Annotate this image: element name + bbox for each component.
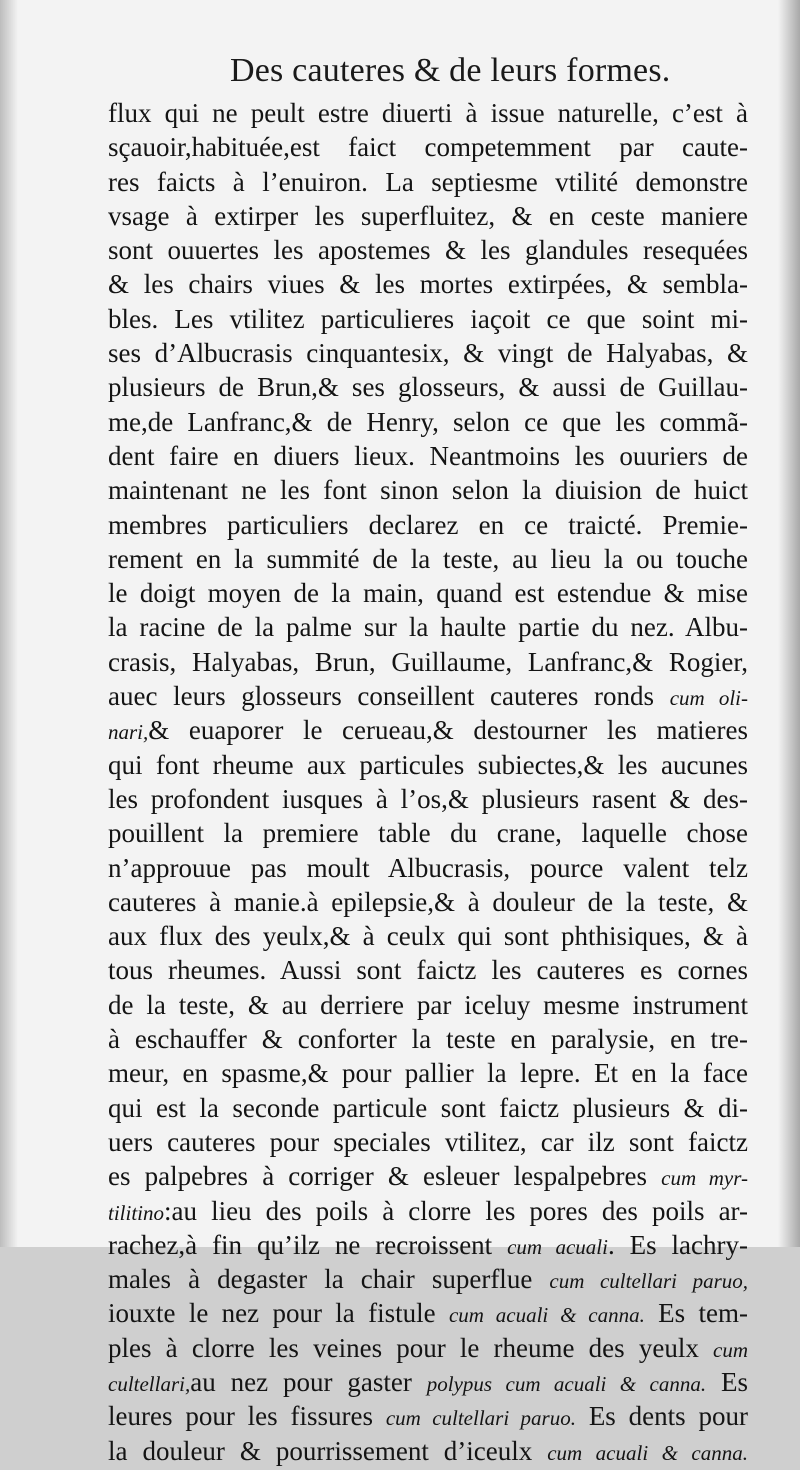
text-run: à eschauffer & conforter la teste en paralysie, en tre- xyxy=(108,1024,748,1055)
text-run: auec leurs glosseurs conseillent cauteres ronds xyxy=(108,681,670,712)
latin-instrument-term: cum xyxy=(713,1337,748,1362)
text-run: le doigt moyen de la main, quand est estendue & mise xyxy=(108,578,748,609)
text-line xyxy=(108,1194,748,1228)
text-line xyxy=(108,1125,748,1159)
text-line xyxy=(108,1365,748,1399)
text-line xyxy=(108,542,748,576)
text-run: pouillent la premiere table du crane, laquelle chose xyxy=(108,818,748,849)
text-line xyxy=(108,1434,748,1468)
latin-instrument-term: cum cultellari paruo, xyxy=(549,1269,748,1294)
text-line xyxy=(108,370,748,404)
text-run: au nez pour gaster xyxy=(190,1366,427,1397)
text-run: rement en la summité de la teste, au lieu la ou touche xyxy=(108,543,748,574)
running-head: Des cauteres & de leurs formes. xyxy=(230,52,671,89)
latin-instrument-term: cum cultellari paruo. xyxy=(385,1406,576,1431)
text-line xyxy=(108,713,748,747)
text-line xyxy=(108,473,748,507)
text-run: sont ouuertes les apostemes & les glandules resequées xyxy=(108,235,748,266)
latin-instrument-term: cultellari, xyxy=(108,1371,191,1396)
text-run: Es dents pour xyxy=(575,1401,749,1432)
text-line xyxy=(108,1022,748,1056)
text-line xyxy=(108,267,748,301)
text-run: . Es lachry- xyxy=(607,1229,748,1260)
text-run: tous rheumes. Aussi sont faictz les cauteres es cornes xyxy=(108,955,748,986)
text-run: la douleur & pourrissement d’iceulx xyxy=(108,1435,548,1466)
text-line xyxy=(108,851,748,885)
text-line xyxy=(108,953,748,987)
text-run: meur, en spasme,& pour pallier la lepre. Et en la face xyxy=(108,1058,748,1089)
latin-instrument-term: tilitino xyxy=(108,1200,165,1225)
text-run: ples à clorre les veines pour le rheume des yeulx xyxy=(108,1332,713,1363)
text-run: ses d’Albucrasis cinquantesix, & vingt de Halyabas, & xyxy=(108,338,748,369)
text-line xyxy=(108,1331,748,1365)
text-line xyxy=(108,96,748,130)
text-line xyxy=(108,302,748,336)
text-line xyxy=(108,782,748,816)
text-run: males à degaster la chair superflue xyxy=(108,1264,550,1295)
text-line xyxy=(108,885,748,919)
text-line xyxy=(108,439,748,473)
text-line xyxy=(108,1296,748,1330)
text-run: les profondent iusques à l’os,& plusieurs rasent & des- xyxy=(108,783,748,814)
body-text xyxy=(108,96,748,1468)
text-run: vsage à extirper les superfluitez, & en ceste maniere xyxy=(108,200,748,231)
text-run: n’approuue pas moult Albucrasis, pource valent telz xyxy=(108,852,748,883)
text-run: me,de Lanfranc,& de Henry, selon ce que les commã- xyxy=(108,406,748,437)
text-run: qui font rheume aux particules subiectes,& les aucunes xyxy=(108,749,748,780)
text-run: leures pour les fissures xyxy=(108,1401,386,1432)
text-run: sçauoir,habituée,est faict competemment par caute- xyxy=(108,132,748,163)
text-line xyxy=(108,679,748,713)
page-gutter-shadow xyxy=(0,0,18,1247)
text-line xyxy=(108,1159,748,1193)
text-run: es palpebres à corriger & esleuer lespalpebres xyxy=(108,1161,662,1192)
text-line xyxy=(108,165,748,199)
text-line xyxy=(108,1056,748,1090)
text-run: rachez,à fin qu’ilz ne recroissent xyxy=(108,1229,508,1260)
text-line xyxy=(108,130,748,164)
text-line xyxy=(108,1091,748,1125)
latin-instrument-term: nari, xyxy=(108,720,149,745)
text-run: maintenant ne les font sinon selon la diuision de huict xyxy=(108,475,748,506)
text-run: dent faire en diuers lieux. Neantmoins les ouuriers de xyxy=(108,440,748,471)
text-line xyxy=(108,988,748,1022)
text-line xyxy=(108,233,748,267)
text-run: iouxte le nez pour la fistule xyxy=(108,1298,449,1329)
text-run: & euaporer le cerueau,& destourner les matieres xyxy=(148,715,748,746)
text-line xyxy=(108,1228,748,1262)
text-line xyxy=(108,1399,748,1433)
text-run: flux qui ne peult estre diuerti à issue naturelle, c’est à xyxy=(108,98,748,128)
text-run: Es tem- xyxy=(644,1298,748,1329)
text-line xyxy=(108,576,748,610)
text-run: bles. Les vtilitez particulieres iaçoit ce que soint mi- xyxy=(108,303,748,334)
page-edge-shadow xyxy=(778,0,800,1247)
text-line xyxy=(108,1262,748,1296)
text-run: cauteres à manie.à epilepsie,& à douleur de la teste, & xyxy=(108,886,748,917)
text-line xyxy=(108,919,748,953)
text-run: :au lieu des poils à clorre les pores des poils ar- xyxy=(164,1195,748,1226)
text-run: res faicts à l’enuiron. La septiesme vtilité demonstre xyxy=(108,166,748,197)
latin-instrument-term: cum acuali & canna. xyxy=(448,1303,645,1328)
text-run: de la teste, & au derriere par iceluy mesme instrument xyxy=(108,989,748,1020)
text-line xyxy=(108,508,748,542)
text-run: uers cauteres pour speciales vtilitez, car ilz sont faictz xyxy=(108,1126,748,1157)
text-line xyxy=(108,748,748,782)
text-run: membres particuliers declarez en ce traicté. Premie- xyxy=(108,509,748,540)
text-run: crasis, Halyabas, Brun, Guillaume, Lanfranc,& Rogier, xyxy=(108,646,748,677)
text-run: plusieurs de Brun,& ses glosseurs, & aussi de Guillau- xyxy=(108,372,748,403)
latin-instrument-term: cum oli- xyxy=(669,686,748,711)
latin-instrument-term: cum acuali xyxy=(507,1234,608,1259)
text-line xyxy=(108,336,748,370)
text-run: Es xyxy=(706,1366,748,1397)
text-line xyxy=(108,645,748,679)
text-run: qui est la seconde particule sont faictz plusieurs & di- xyxy=(108,1092,748,1123)
latin-instrument-term: polypus cum acuali & canna. xyxy=(426,1371,707,1396)
text-run: la racine de la palme sur la haulte partie du nez. Albu- xyxy=(108,612,748,643)
latin-instrument-term: cum myr- xyxy=(661,1166,748,1191)
text-line xyxy=(108,610,748,644)
latin-instrument-term: cum acuali & canna. xyxy=(547,1440,748,1465)
text-run: & les chairs viues & les mortes extirpées, & sembla- xyxy=(108,269,748,300)
text-run: aux flux des yeulx,& à ceulx qui sont phthisiques, & à xyxy=(108,921,748,952)
text-line xyxy=(108,816,748,850)
text-line xyxy=(108,199,748,233)
text-line xyxy=(108,405,748,439)
